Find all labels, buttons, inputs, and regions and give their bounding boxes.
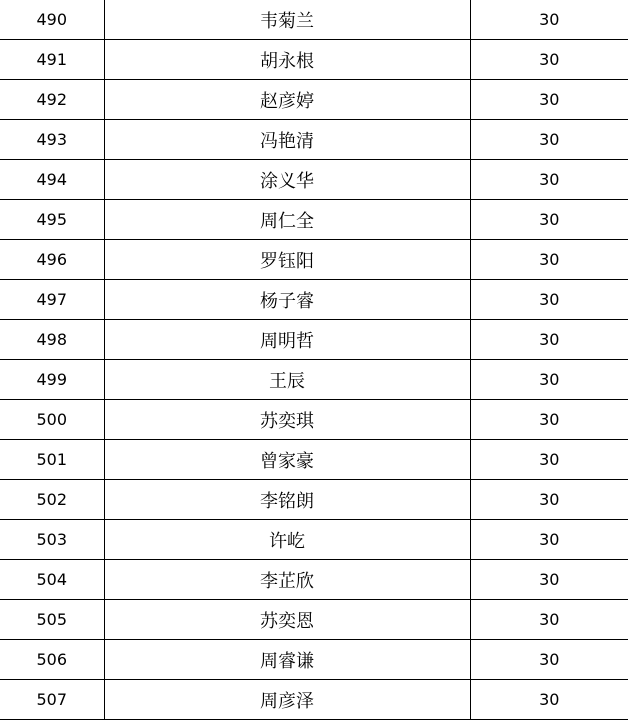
row-number: 498 [0,320,104,360]
row-number: 499 [0,360,104,400]
row-value: 30 [470,440,628,480]
person-name: 胡永根 [104,40,470,80]
person-name: 王辰 [104,360,470,400]
person-name: 周明哲 [104,320,470,360]
row-value: 30 [470,600,628,640]
row-value: 30 [470,0,628,40]
row-number: 501 [0,440,104,480]
person-name: 罗钰阳 [104,240,470,280]
person-name: 苏奕恩 [104,600,470,640]
row-number: 492 [0,80,104,120]
table-row [0,360,628,400]
row-value: 30 [470,560,628,600]
person-name: 赵彦婷 [104,80,470,120]
row-number: 494 [0,160,104,200]
row-value: 30 [470,520,628,560]
person-name: 冯艳清 [104,120,470,160]
person-name: 周睿谦 [104,640,470,680]
row-value: 30 [470,400,628,440]
table-row [0,640,628,680]
person-name: 涂义华 [104,160,470,200]
row-value: 30 [470,360,628,400]
row-number: 505 [0,600,104,640]
row-value: 30 [470,320,628,360]
person-name: 杨子睿 [104,280,470,320]
row-value: 30 [470,120,628,160]
row-value: 30 [470,80,628,120]
table-row [0,400,628,440]
table-row [0,520,628,560]
table-row [0,560,628,600]
table-row [0,160,628,200]
table-row [0,600,628,640]
row-number: 493 [0,120,104,160]
table-row [0,80,628,120]
table-row [0,480,628,520]
row-number: 503 [0,520,104,560]
table-row [0,200,628,240]
row-number: 507 [0,680,104,720]
table-row [0,0,628,40]
row-number: 504 [0,560,104,600]
row-number: 491 [0,40,104,80]
table-row [0,40,628,80]
person-name: 许屹 [104,520,470,560]
person-name: 苏奕琪 [104,400,470,440]
person-name: 周仁全 [104,200,470,240]
row-value: 30 [470,240,628,280]
table-row [0,320,628,360]
person-name: 李芷欣 [104,560,470,600]
row-value: 30 [470,40,628,80]
row-number: 500 [0,400,104,440]
row-number: 506 [0,640,104,680]
row-number: 490 [0,0,104,40]
person-name: 周彦泽 [104,680,470,720]
table-row [0,240,628,280]
person-name: 李铭朗 [104,480,470,520]
row-value: 30 [470,280,628,320]
row-value: 30 [470,480,628,520]
row-value: 30 [470,200,628,240]
table-row [0,280,628,320]
row-number: 495 [0,200,104,240]
person-name: 曾家豪 [104,440,470,480]
table-row [0,680,628,720]
table-row [0,120,628,160]
row-value: 30 [470,160,628,200]
row-number: 502 [0,480,104,520]
row-number: 497 [0,280,104,320]
row-number: 496 [0,240,104,280]
table-row [0,440,628,480]
row-value: 30 [470,680,628,720]
person-name: 韦菊兰 [104,0,470,40]
row-value: 30 [470,640,628,680]
